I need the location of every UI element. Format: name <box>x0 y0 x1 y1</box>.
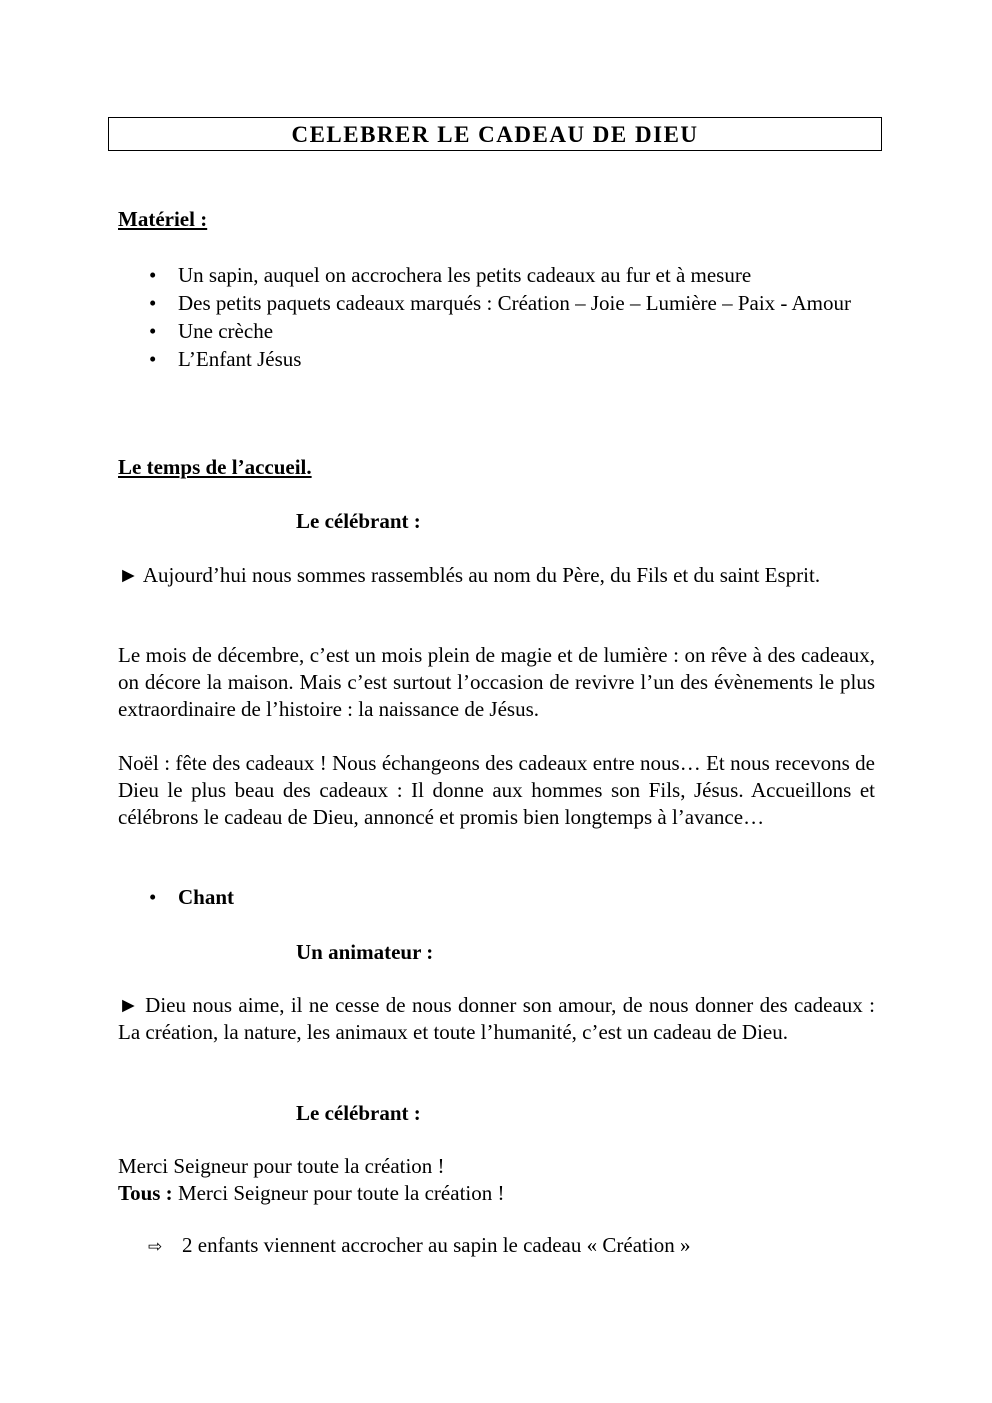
paragraph: Noël : fête des cadeaux ! Nous échangeons des cadeaux entre nous… Et nous recevons de Dieu le plus beau des cadeaux : Il donne aux hommes son Fils, Jésus. Accueillons et célébrons le cadeau de Dieu, annoncé et promis bien longtemps à l’avance… <box>118 751 875 829</box>
tous-label: Tous : <box>118 1181 173 1205</box>
action-text: 2 enfants viennent accrocher au sapin le cadeau « Création » <box>182 1233 691 1257</box>
chant-item: • Chant <box>149 885 235 909</box>
list-item: • Des petits paquets cadeaux marqués : Création – Joie – Lumière – Paix - Amour <box>149 291 851 315</box>
paragraph: ► Dieu nous aime, il ne cesse de nous donner son amour, de nous donner des cadeaux : La création, la nature, les animaux et toute l’humanité, c’est un cadeau de Dieu. <box>118 993 875 1044</box>
bullet-icon: • <box>149 885 157 909</box>
paragraph: ► Aujourd’hui nous sommes rassemblés au nom du Père, du Fils et du saint Esprit. <box>118 563 821 587</box>
bullet-icon: • <box>149 291 157 315</box>
page-title: CELEBRER LE CADEAU DE DIEU <box>108 117 882 151</box>
speaker-label: Le célébrant : <box>296 1101 421 1125</box>
materiel-list <box>118 261 875 373</box>
bullet-icon: • <box>149 263 157 287</box>
list-item: • L’Enfant Jésus <box>149 347 302 371</box>
list-item: • Une crèche <box>149 319 274 343</box>
prayer-line: Merci Seigneur pour toute la création ! <box>118 1154 445 1178</box>
response-text: Merci Seigneur pour toute la création ! <box>172 1181 505 1205</box>
bullet-icon: • <box>149 319 157 343</box>
paragraph: Le mois de décembre, c’est un mois plein de magie et de lumière : on rêve à des cadeaux, on décore la maison. Mais c’est surtout l’occasion de revivre l’un des évènements le plus extraordinaire de l’histoire : la naissance de Jésus. <box>118 643 875 721</box>
speaker-label: Le célébrant : <box>296 509 421 533</box>
speaker-label: Un animateur : <box>296 940 434 964</box>
accueil-heading: Le temps de l’accueil. <box>118 455 312 479</box>
response-line <box>118 1180 504 1207</box>
right-arrow-outline-icon: ⇨ <box>148 1237 163 1257</box>
action-line <box>148 1233 690 1258</box>
bullet-icon: • <box>149 347 157 371</box>
materiel-heading: Matériel : <box>118 207 208 231</box>
list-item: • Un sapin, auquel on accrochera les petits cadeaux au fur et à mesure <box>149 263 752 287</box>
